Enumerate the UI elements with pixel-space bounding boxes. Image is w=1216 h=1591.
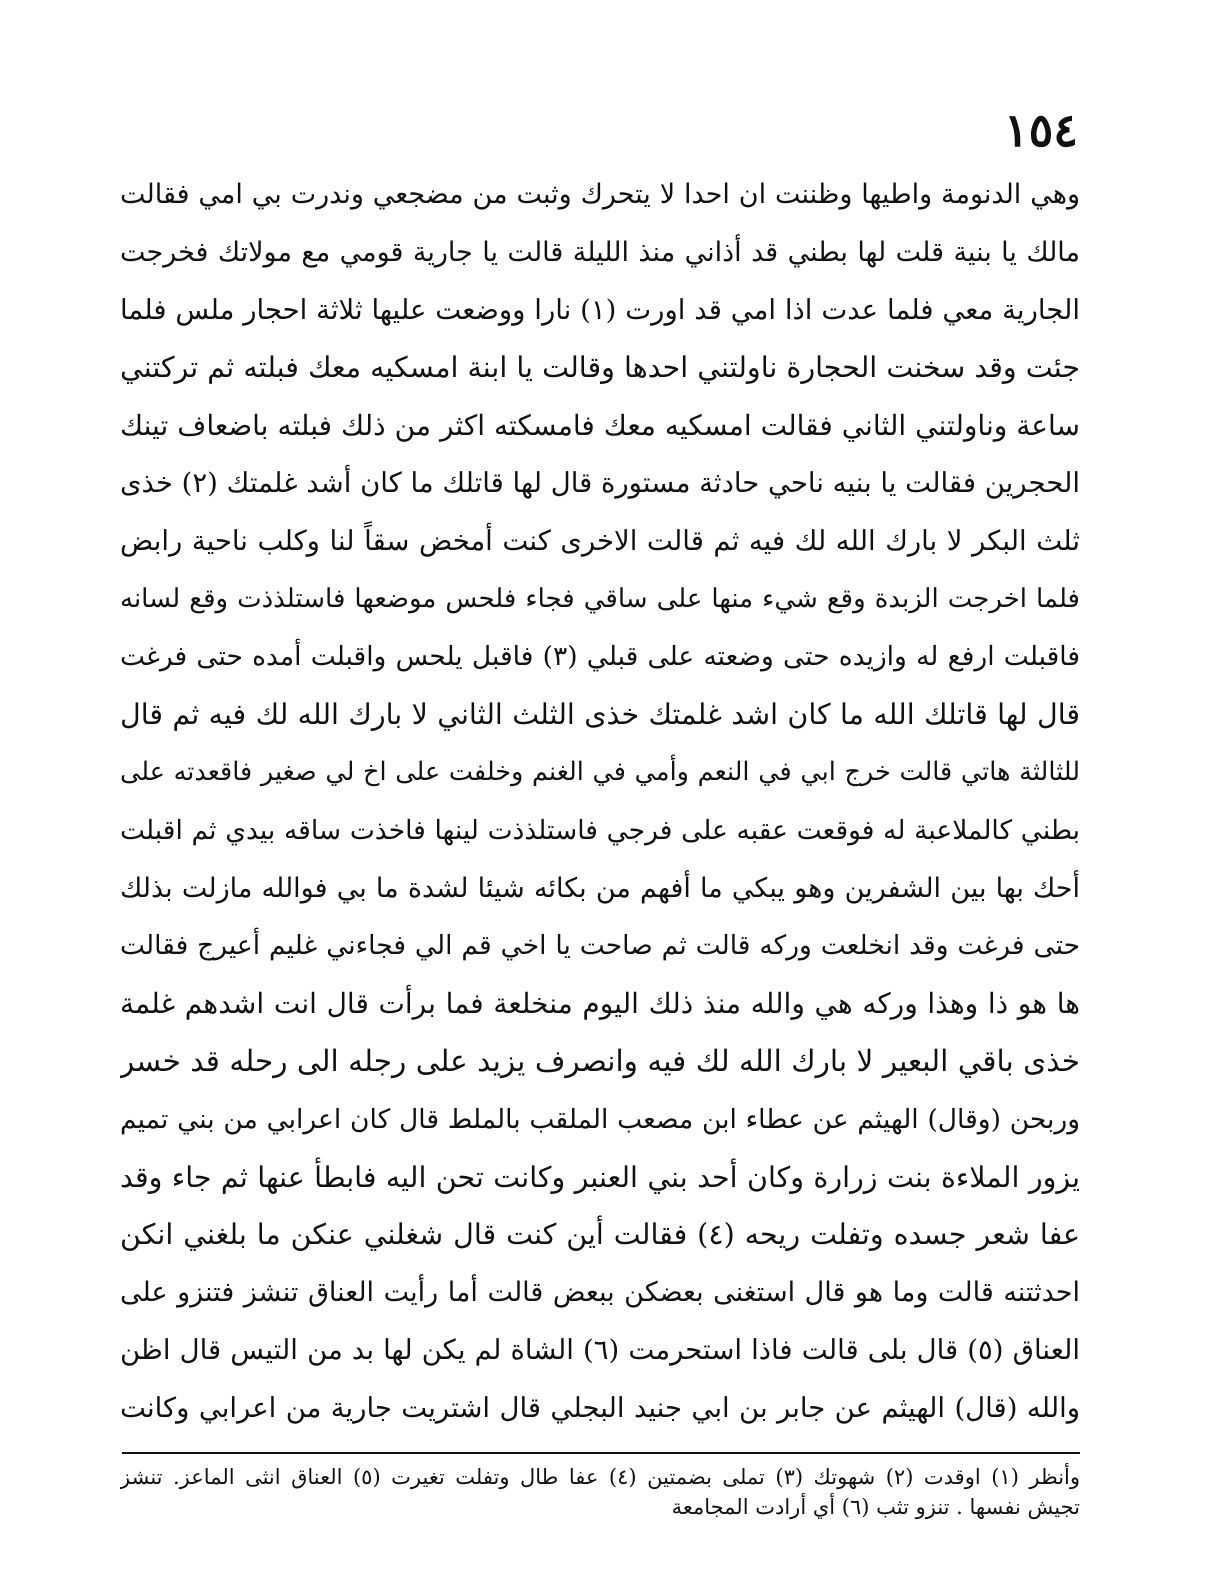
body-line: وربحن (وقال) الهيثم عن عطاء ابن مصعب الملقب بالملط قال كان اعرابي من بني تميم bbox=[120, 1103, 1080, 1135]
body-line: أحك بها بين الشفرين وهو يبكي ما أفهم من بكائه شيئا لشدة ما بي فوالله مازلت بذلك bbox=[120, 872, 1080, 904]
body-line: عفا شعر جسده وتفلت ريحه (٤) فقالت أين كنت قال شغلني عنكن ما بلغني انكن bbox=[120, 1218, 1080, 1252]
body-line: الحجرين فقالت يا بنيه ناحي حادثة مستورة قال لها قاتلك ما كان أشد غلمتك (٢) خذى bbox=[120, 466, 1080, 499]
body-line: مالك يا بنية قلت لها بطني قد أذاني منذ الليلة قالت يا جارية قومي مع مولاتك فخرجت bbox=[120, 236, 1080, 268]
body-line: حتى فرغت وقد انخلعت وركه قالت ثم صاحت يا اخي قم الي فجاءني غليم أعيرج فقالت bbox=[120, 930, 1080, 962]
body-line: جئت وقد سخنت الحجارة ناولتني احدها وقالت يا ابنة امسكيه معك فبلته ثم تركتني bbox=[120, 351, 1080, 385]
body-line: والله (قال) الهيثم عن جابر بن ابي جنيد البجلي قال اشتريت جارية من اعرابي وكانت bbox=[120, 1391, 1080, 1424]
body-text bbox=[120, 166, 1080, 1438]
page-number: ١٥٤ bbox=[1003, 103, 1078, 157]
footnote-divider bbox=[122, 1452, 1080, 1454]
body-line: ثلث البكر لا بارك الله لك فيه ثم قالت الاخرى كنت أمخض سقاً لنا وكلب ناحية رابض bbox=[120, 524, 1080, 557]
body-line: للثالثة هاتي قالت خرج ابي في النعم وأمي في الغنم وخلفت على اخ لي صغير فاقعدته على bbox=[120, 756, 1080, 787]
body-line: ها هو ذا وهذا وركه هي والله منذ ذلك اليوم منخلعة فما برأت قال انت اشدهم غلمة bbox=[120, 987, 1080, 1021]
body-line: احدثتنه قالت وما هو قال استغنى بعضكن ببعض قالت أما رأيت العناق تنشز فتنزو على bbox=[120, 1277, 1080, 1309]
footnote-line: وأنظر (١) اوقدت (٢) شهوتك (٣) تملى بضمتين (٤) عفا طال وتفلت تغيرت (٥) العناق انثى الماعز. تنشز bbox=[120, 1465, 1080, 1489]
body-line: العناق (٥) قال بلى قالت فاذا استحرمت (٦) الشاة لم يكن لها بد من التيس قال اظن bbox=[120, 1333, 1080, 1366]
body-line: بطني كالملاعبة له فوقعت عقبه على فرجي فاستلذذت لينها فاخذت ساقه بيدي ثم اقبلت bbox=[120, 814, 1080, 846]
body-line: الجارية معي فلما عدت اذا امي قد اورت (١) نارا ووضعت عليها ثلاثة احجار ملس فلما bbox=[120, 293, 1080, 326]
body-line: فاقبلت ارفع له وازيده حتى وضعته على قبلي (٣) فاقبل يلحس واقبلت أمده حتى فرغت bbox=[120, 641, 1080, 673]
body-line: ساعة وناولتني الثاني فقالت امسكيه معك فامسكته اكثر من ذلك فبلته باضعاف تينك bbox=[120, 409, 1080, 443]
body-line: فلما اخرجت الزبدة وقع شيء منها على ساقي فجاء فلحس موضعها فاستلذذت وقع لسانه bbox=[120, 583, 1080, 614]
body-line: يزور الملاءة بنت زرارة وكان أحد بني العنبر وكانت تحن اليه فابطأ عنها ثم جاء وقد bbox=[120, 1160, 1080, 1194]
footnote-line: تجيش نفسها . تنزو تثب (٦) أي أرادت المجامعة bbox=[671, 1495, 1080, 1519]
body-line: قال لها قاتلك الله ما كان اشد غلمتك خذى الثلث الثاني لا بارك الله لك فيه ثم قال bbox=[120, 698, 1080, 732]
body-line: وهي الدنومة واطيها وظننت ان احدا لا يتحرك وثبت من مضجعي وندرت بي امي فقالت bbox=[120, 179, 1080, 210]
body-line: خذى باقي البعير لا بارك الله لك فيه وانصرف يزيد على رجله الى رحله قد خسر bbox=[120, 1043, 1080, 1078]
footnotes bbox=[120, 1462, 1080, 1522]
